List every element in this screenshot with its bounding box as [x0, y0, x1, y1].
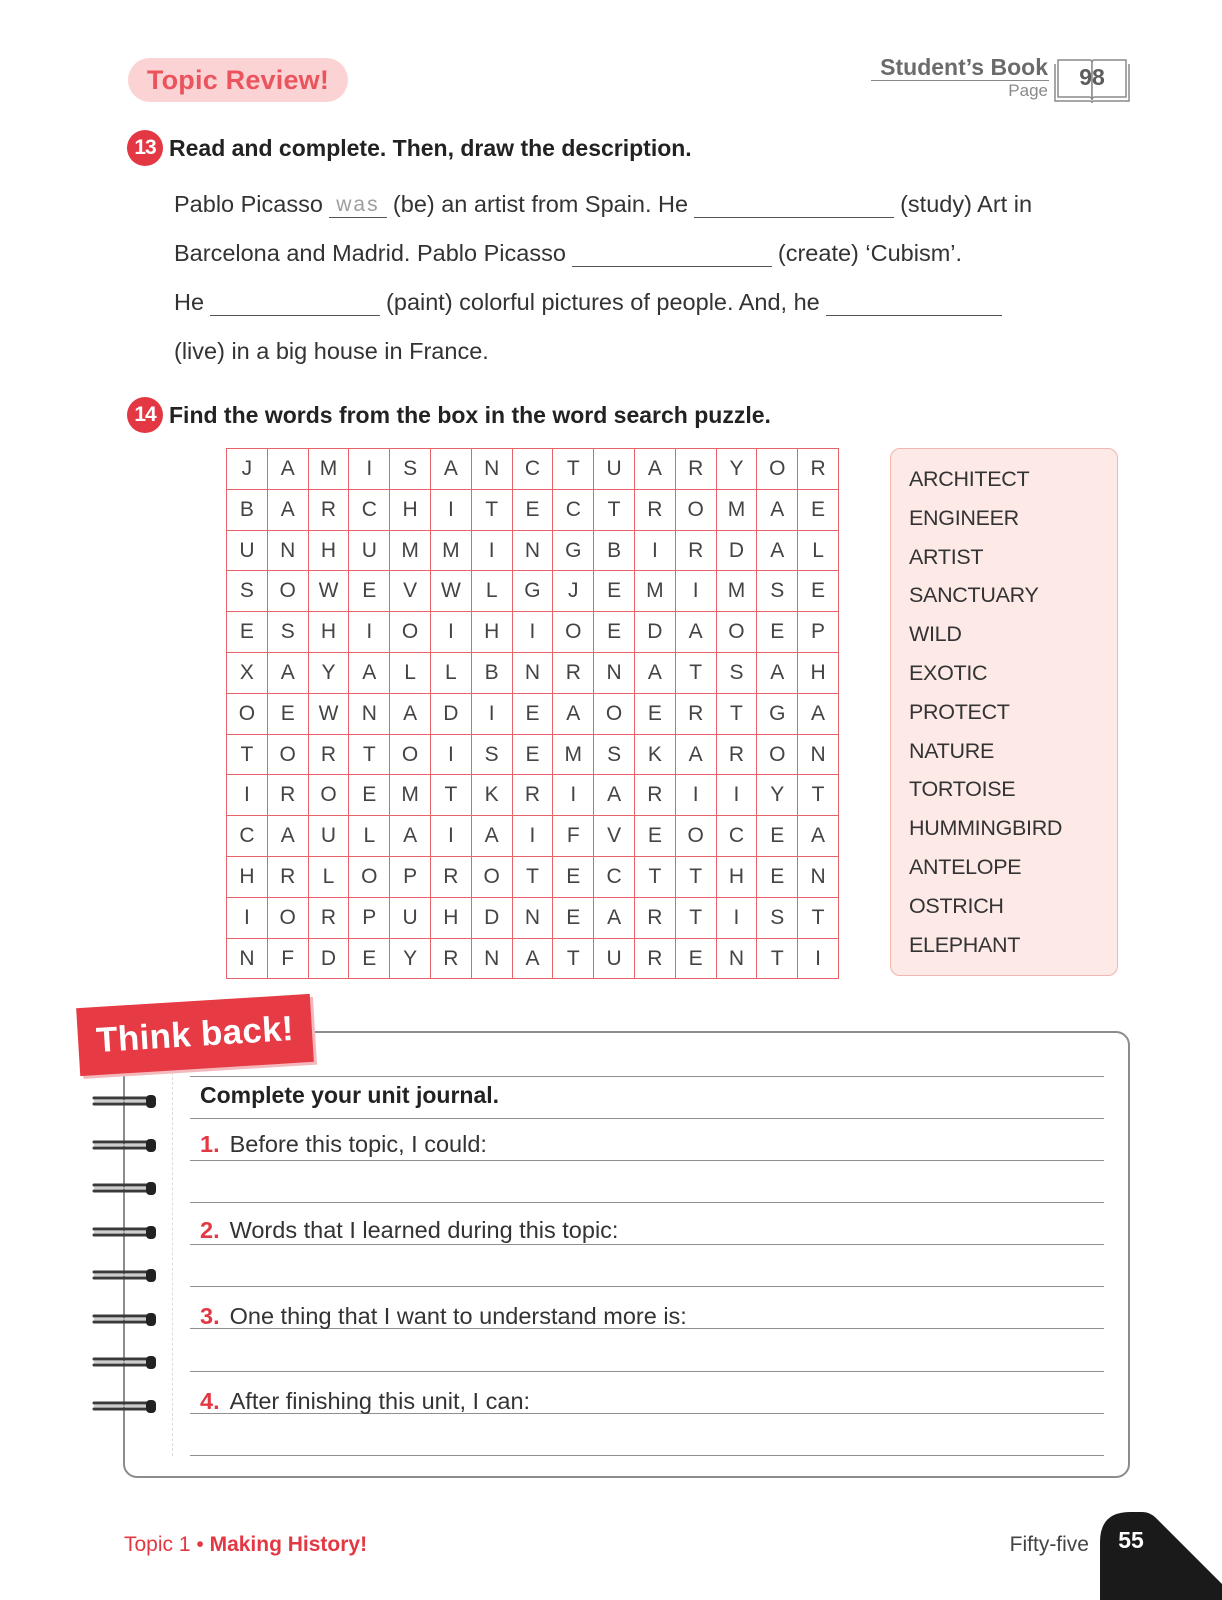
word-list-item: SANCTUARY — [909, 583, 1039, 608]
puzzle-letter[interactable]: A — [431, 449, 472, 490]
page-label: Page — [1008, 81, 1048, 100]
puzzle-letter[interactable]: A — [268, 449, 309, 490]
puzzle-letter[interactable]: Y — [309, 653, 350, 694]
passage-text: He — [174, 289, 205, 315]
puzzle-letter[interactable]: S — [717, 653, 758, 694]
puzzle-letter[interactable]: A — [390, 694, 431, 735]
puzzle-letter[interactable]: E — [798, 490, 839, 531]
puzzle-letter[interactable]: O — [349, 857, 390, 898]
prompt-text: After finishing this unit, I can: — [229, 1388, 531, 1414]
puzzle-letter[interactable]: B — [472, 653, 513, 694]
spiral-ring-icon — [92, 1398, 158, 1416]
puzzle-letter[interactable]: O — [553, 612, 594, 653]
footer-topic — [124, 1533, 367, 1557]
passage-text: (create) ‘Cubism’. — [777, 240, 963, 266]
puzzle-letter[interactable]: L — [309, 857, 350, 898]
footer-topic-name: Making History! — [209, 1533, 368, 1556]
puzzle-letter[interactable]: A — [757, 653, 798, 694]
puzzle-letter[interactable]: R — [635, 490, 676, 531]
puzzle-letter[interactable]: Y — [390, 939, 431, 980]
puzzle-letter[interactable]: I — [676, 571, 717, 612]
puzzle-letter[interactable]: G — [513, 571, 554, 612]
puzzle-letter[interactable]: R — [309, 490, 350, 531]
puzzle-letter[interactable]: I — [717, 775, 758, 816]
puzzle-letter[interactable]: F — [553, 816, 594, 857]
puzzle-letter[interactable]: K — [472, 775, 513, 816]
spiral-ring-icon — [92, 1093, 158, 1111]
puzzle-letter[interactable]: T — [798, 898, 839, 939]
puzzle-letter[interactable]: R — [676, 531, 717, 572]
puzzle-letter[interactable]: O — [268, 571, 309, 612]
puzzle-letter[interactable]: H — [472, 612, 513, 653]
puzzle-letter[interactable]: Y — [757, 775, 798, 816]
answer-blank-paint[interactable] — [210, 290, 380, 316]
puzzle-letter[interactable]: D — [472, 898, 513, 939]
puzzle-letter[interactable]: I — [349, 449, 390, 490]
open-book-icon — [1052, 56, 1132, 104]
puzzle-letter[interactable]: A — [472, 816, 513, 857]
word-list-item: WILD — [909, 622, 962, 647]
word-list-item: EXOTIC — [909, 660, 988, 685]
prompt-text: Words that I learned during this topic: — [229, 1217, 619, 1243]
puzzle-letter[interactable]: C — [349, 490, 390, 531]
puzzle-letter[interactable]: T — [553, 939, 594, 980]
puzzle-letter[interactable]: W — [309, 571, 350, 612]
notebook-rule[interactable] — [190, 1371, 1104, 1372]
puzzle-letter[interactable]: T — [472, 490, 513, 531]
puzzle-letter[interactable]: A — [635, 449, 676, 490]
spiral-ring-icon — [92, 1180, 158, 1198]
word-list-item: HUMMINGBIRD — [909, 816, 1063, 841]
puzzle-letter[interactable]: O — [309, 775, 350, 816]
spiral-ring-icon — [92, 1311, 158, 1329]
puzzle-letter[interactable]: U — [594, 939, 635, 980]
puzzle-letter[interactable]: T — [798, 775, 839, 816]
passage-line-1 — [174, 184, 1032, 218]
puzzle-letter[interactable]: N — [349, 694, 390, 735]
puzzle-letter[interactable]: H — [717, 857, 758, 898]
journal-prompt-3 — [200, 1303, 687, 1330]
puzzle-letter[interactable]: B — [227, 490, 268, 531]
prompt-number: 4. — [200, 1388, 220, 1414]
puzzle-letter[interactable]: I — [431, 735, 472, 776]
puzzle-letter[interactable]: O — [717, 612, 758, 653]
spiral-ring-icon — [92, 1224, 158, 1242]
puzzle-letter[interactable]: N — [472, 939, 513, 980]
puzzle-letter[interactable]: R — [431, 857, 472, 898]
puzzle-letter[interactable]: H — [431, 898, 472, 939]
puzzle-letter[interactable]: M — [717, 571, 758, 612]
puzzle-letter[interactable]: M — [309, 449, 350, 490]
spiral-ring-icon — [92, 1137, 158, 1155]
puzzle-letter[interactable]: R — [268, 857, 309, 898]
puzzle-letter[interactable]: Y — [717, 449, 758, 490]
page-number: 55 — [1118, 1527, 1144, 1553]
students-book-label: Student’s Book — [880, 54, 1048, 80]
puzzle-letter[interactable]: J — [553, 571, 594, 612]
puzzle-letter[interactable]: A — [635, 653, 676, 694]
spiral-ring-icon — [92, 1354, 158, 1372]
puzzle-letter[interactable]: N — [513, 653, 554, 694]
puzzle-letter[interactable]: X — [227, 653, 268, 694]
puzzle-letter[interactable]: K — [635, 735, 676, 776]
puzzle-letter[interactable]: N — [268, 531, 309, 572]
passage-text: (paint) colorful pictures of people. And, he — [386, 289, 820, 315]
prompt-text: One thing that I want to understand more is: — [229, 1303, 687, 1329]
puzzle-letter[interactable]: M — [390, 531, 431, 572]
notebook-rule[interactable] — [190, 1286, 1104, 1287]
notebook-rule — [190, 1244, 1104, 1245]
notebook-rule[interactable] — [190, 1202, 1104, 1203]
puzzle-letter[interactable]: D — [309, 939, 350, 980]
puzzle-letter[interactable]: A — [268, 816, 309, 857]
puzzle-letter[interactable]: E — [553, 898, 594, 939]
puzzle-letter[interactable]: I — [553, 775, 594, 816]
answer-blank-live[interactable] — [826, 290, 1002, 316]
prompt-number: 2. — [200, 1217, 220, 1243]
puzzle-letter[interactable]: N — [513, 531, 554, 572]
puzzle-letter[interactable]: P — [349, 898, 390, 939]
puzzle-letter[interactable]: T — [676, 898, 717, 939]
prompt-text: Before this topic, I could: — [229, 1131, 487, 1157]
puzzle-letter[interactable]: L — [390, 653, 431, 694]
puzzle-letter[interactable]: J — [227, 449, 268, 490]
puzzle-letter[interactable]: S — [268, 612, 309, 653]
puzzle-letter[interactable]: R — [513, 775, 554, 816]
word-list-item: ARCHITECT — [909, 467, 1030, 491]
passage-text: (live) in a big house in France. — [174, 338, 489, 364]
passage-line-2 — [174, 233, 962, 267]
puzzle-letter[interactable]: E — [635, 694, 676, 735]
word-list-item: PROTECT — [909, 699, 1010, 724]
puzzle-letter[interactable]: A — [757, 531, 798, 572]
puzzle-letter[interactable]: F — [268, 939, 309, 980]
puzzle-letter[interactable]: D — [431, 694, 472, 735]
puzzle-letter[interactable]: N — [717, 939, 758, 980]
puzzle-letter[interactable]: U — [309, 816, 350, 857]
puzzle-letter[interactable]: C — [553, 490, 594, 531]
think-back-tag — [76, 994, 314, 1076]
page-number-words: Fifty-five — [1009, 1533, 1089, 1556]
puzzle-letter[interactable]: M — [390, 775, 431, 816]
word-list-item: ELEPHANT — [909, 932, 1021, 957]
passage-text: Pablo Picasso — [174, 191, 323, 217]
puzzle-letter[interactable]: W — [309, 694, 350, 735]
puzzle-letter[interactable]: I — [431, 490, 472, 531]
puzzle-letter[interactable]: E — [513, 694, 554, 735]
puzzle-letter[interactable]: A — [676, 612, 717, 653]
puzzle-letter[interactable]: R — [717, 735, 758, 776]
word-box — [890, 448, 1118, 976]
exercise-13-title: Read and complete. Then, draw the description. — [169, 135, 692, 161]
page-corner-tab — [1090, 1512, 1222, 1600]
puzzle-letter[interactable]: T — [431, 775, 472, 816]
puzzle-letter[interactable]: I — [431, 612, 472, 653]
topic-review-badge: Topic Review! — [128, 58, 348, 102]
puzzle-letter[interactable]: H — [798, 653, 839, 694]
puzzle-letter[interactable]: A — [268, 653, 309, 694]
puzzle-letter[interactable]: N — [472, 449, 513, 490]
puzzle-letter[interactable]: A — [553, 694, 594, 735]
puzzle-letter[interactable]: A — [676, 735, 717, 776]
puzzle-letter[interactable]: S — [757, 898, 798, 939]
puzzle-letter[interactable]: I — [635, 531, 676, 572]
puzzle-letter[interactable]: W — [431, 571, 472, 612]
journal-prompt-2 — [200, 1217, 618, 1244]
students-book-reference — [868, 52, 1132, 104]
puzzle-letter[interactable]: R — [635, 775, 676, 816]
notebook-rule — [190, 1160, 1104, 1161]
puzzle-letter[interactable]: O — [268, 898, 309, 939]
puzzle-letter[interactable]: T — [349, 735, 390, 776]
puzzle-letter[interactable]: V — [594, 816, 635, 857]
puzzle-letter[interactable]: E — [349, 775, 390, 816]
puzzle-letter[interactable]: D — [717, 531, 758, 572]
puzzle-letter[interactable]: E — [594, 612, 635, 653]
puzzle-letter[interactable]: I — [227, 898, 268, 939]
puzzle-letter[interactable]: U — [390, 898, 431, 939]
puzzle-letter[interactable]: A — [268, 490, 309, 531]
puzzle-letter[interactable]: N — [513, 898, 554, 939]
puzzle-letter[interactable]: R — [676, 694, 717, 735]
puzzle-letter[interactable]: E — [798, 571, 839, 612]
puzzle-letter[interactable]: A — [349, 653, 390, 694]
puzzle-letter[interactable]: O — [390, 612, 431, 653]
puzzle-letter[interactable]: R — [635, 939, 676, 980]
puzzle-letter[interactable]: H — [227, 857, 268, 898]
puzzle-letter[interactable]: T — [676, 857, 717, 898]
puzzle-letter[interactable]: E — [513, 490, 554, 531]
puzzle-letter[interactable]: I — [227, 775, 268, 816]
puzzle-letter[interactable]: O — [268, 735, 309, 776]
puzzle-letter[interactable]: C — [513, 449, 554, 490]
puzzle-letter[interactable]: S — [390, 449, 431, 490]
passage-line-4 — [174, 331, 489, 365]
puzzle-letter[interactable]: H — [309, 531, 350, 572]
exercise-14-number: 14 — [127, 397, 163, 433]
puzzle-letter[interactable]: G — [757, 694, 798, 735]
exercise-14-title: Find the words from the box in the word search puzzle. — [169, 402, 771, 428]
puzzle-letter[interactable]: E — [268, 694, 309, 735]
puzzle-letter[interactable]: C — [594, 857, 635, 898]
puzzle-letter[interactable]: E — [553, 857, 594, 898]
puzzle-letter[interactable]: I — [798, 939, 839, 980]
notebook-margin-line — [172, 1072, 173, 1456]
puzzle-letter[interactable]: T — [227, 735, 268, 776]
word-list-item: ARTIST — [909, 544, 984, 569]
puzzle-letter[interactable]: I — [472, 531, 513, 572]
puzzle-letter[interactable]: O — [594, 694, 635, 735]
puzzle-letter[interactable]: V — [390, 571, 431, 612]
journal-prompt-4 — [200, 1388, 530, 1415]
puzzle-letter[interactable]: N — [798, 857, 839, 898]
puzzle-letter[interactable]: O — [676, 490, 717, 531]
puzzle-letter[interactable]: P — [390, 857, 431, 898]
puzzle-letter[interactable]: M — [717, 490, 758, 531]
journal-prompt-1 — [200, 1131, 487, 1158]
puzzle-letter[interactable]: E — [757, 816, 798, 857]
puzzle-letter[interactable]: C — [717, 816, 758, 857]
prompt-number: 3. — [200, 1303, 220, 1329]
puzzle-letter[interactable]: E — [227, 612, 268, 653]
notebook-rule — [190, 1076, 1104, 1077]
passage-text: Barcelona and Madrid. Pablo Picasso — [174, 240, 566, 266]
word-list-item: ENGINEER — [909, 505, 1019, 530]
puzzle-letter[interactable]: U — [227, 531, 268, 572]
word-search-grid — [226, 448, 839, 979]
puzzle-letter[interactable]: O — [472, 857, 513, 898]
prompt-number: 1. — [200, 1131, 220, 1157]
puzzle-letter[interactable]: T — [553, 449, 594, 490]
puzzle-letter[interactable]: G — [553, 531, 594, 572]
footer-topic-number: Topic 1 • — [124, 1533, 204, 1556]
puzzle-letter[interactable]: E — [757, 857, 798, 898]
word-list-item: TORTOISE — [909, 777, 1016, 802]
puzzle-letter[interactable]: R — [798, 449, 839, 490]
passage-text: (study) Art in — [900, 191, 1033, 217]
puzzle-letter[interactable]: I — [349, 612, 390, 653]
puzzle-letter[interactable]: M — [431, 531, 472, 572]
answer-blank-study[interactable] — [694, 192, 894, 218]
puzzle-letter[interactable]: T — [717, 694, 758, 735]
puzzle-letter[interactable]: R — [268, 775, 309, 816]
puzzle-letter[interactable]: O — [757, 735, 798, 776]
puzzle-letter[interactable]: R — [676, 449, 717, 490]
word-list-item: OSTRICH — [909, 893, 1004, 918]
puzzle-letter[interactable]: E — [676, 939, 717, 980]
puzzle-letter[interactable]: E — [349, 571, 390, 612]
puzzle-letter[interactable]: S — [594, 735, 635, 776]
puzzle-letter[interactable]: T — [594, 490, 635, 531]
puzzle-letter[interactable]: R — [635, 898, 676, 939]
puzzle-letter[interactable]: T — [757, 939, 798, 980]
puzzle-letter[interactable]: T — [676, 653, 717, 694]
puzzle-letter[interactable]: N — [798, 735, 839, 776]
notebook-rule — [190, 1118, 1104, 1119]
example-answer: was — [336, 193, 380, 216]
notebook-rule[interactable] — [190, 1455, 1104, 1456]
puzzle-letter[interactable]: N — [594, 653, 635, 694]
puzzle-letter[interactable]: A — [594, 775, 635, 816]
puzzle-letter[interactable]: O — [676, 816, 717, 857]
puzzle-letter[interactable]: E — [635, 816, 676, 857]
puzzle-letter[interactable]: I — [431, 816, 472, 857]
puzzle-letter[interactable]: D — [635, 612, 676, 653]
puzzle-letter[interactable]: I — [717, 898, 758, 939]
puzzle-letter[interactable]: O — [757, 449, 798, 490]
puzzle-letter[interactable]: I — [676, 775, 717, 816]
puzzle-letter[interactable]: E — [349, 939, 390, 980]
puzzle-letter[interactable]: A — [798, 816, 839, 857]
puzzle-letter[interactable]: U — [594, 449, 635, 490]
puzzle-letter[interactable]: U — [349, 531, 390, 572]
word-list-item: ANTELOPE — [909, 854, 1022, 879]
puzzle-letter[interactable]: H — [309, 612, 350, 653]
students-book-page-number: 98 — [1079, 64, 1105, 90]
passage-line-3 — [174, 282, 1008, 316]
puzzle-letter[interactable]: L — [798, 531, 839, 572]
word-list-item: NATURE — [909, 738, 994, 763]
think-back-label: Think back! — [95, 1009, 295, 1061]
word-search-puzzle — [226, 448, 839, 979]
puzzle-letter[interactable]: I — [513, 612, 554, 653]
puzzle-letter[interactable]: O — [227, 694, 268, 735]
exercise-13-number: 13 — [127, 130, 163, 166]
puzzle-letter[interactable]: N — [227, 939, 268, 980]
puzzle-letter[interactable]: S — [472, 735, 513, 776]
puzzle-letter[interactable]: I — [472, 694, 513, 735]
passage-text: (be) an artist from Spain. He — [392, 191, 689, 217]
puzzle-letter[interactable]: M — [635, 571, 676, 612]
puzzle-letter[interactable]: L — [349, 816, 390, 857]
puzzle-letter[interactable]: C — [227, 816, 268, 857]
puzzle-letter[interactable]: S — [757, 571, 798, 612]
puzzle-letter[interactable]: A — [757, 490, 798, 531]
puzzle-letter[interactable]: E — [513, 735, 554, 776]
puzzle-letter[interactable]: S — [227, 571, 268, 612]
answer-blank-example — [329, 192, 387, 218]
puzzle-letter[interactable]: P — [798, 612, 839, 653]
puzzle-letter[interactable]: O — [390, 735, 431, 776]
puzzle-letter[interactable]: R — [309, 898, 350, 939]
notebook-spiral-binding — [92, 1093, 164, 1433]
puzzle-letter[interactable]: E — [594, 571, 635, 612]
puzzle-letter[interactable]: A — [798, 694, 839, 735]
puzzle-letter[interactable]: I — [513, 816, 554, 857]
puzzle-letter[interactable]: A — [594, 898, 635, 939]
puzzle-letter[interactable]: R — [431, 939, 472, 980]
puzzle-letter[interactable]: B — [594, 531, 635, 572]
puzzle-letter[interactable]: L — [472, 571, 513, 612]
puzzle-letter[interactable]: R — [553, 653, 594, 694]
puzzle-letter[interactable]: T — [635, 857, 676, 898]
spiral-ring-icon — [92, 1267, 158, 1285]
puzzle-letter[interactable]: T — [513, 857, 554, 898]
puzzle-letter[interactable]: A — [513, 939, 554, 980]
puzzle-letter[interactable]: E — [757, 612, 798, 653]
answer-blank-create[interactable] — [572, 241, 772, 267]
puzzle-letter[interactable]: A — [390, 816, 431, 857]
puzzle-letter[interactable]: M — [553, 735, 594, 776]
puzzle-letter[interactable]: H — [390, 490, 431, 531]
journal-instruction: Complete your unit journal. — [200, 1082, 500, 1108]
puzzle-letter[interactable]: L — [431, 653, 472, 694]
puzzle-letter[interactable]: R — [309, 735, 350, 776]
